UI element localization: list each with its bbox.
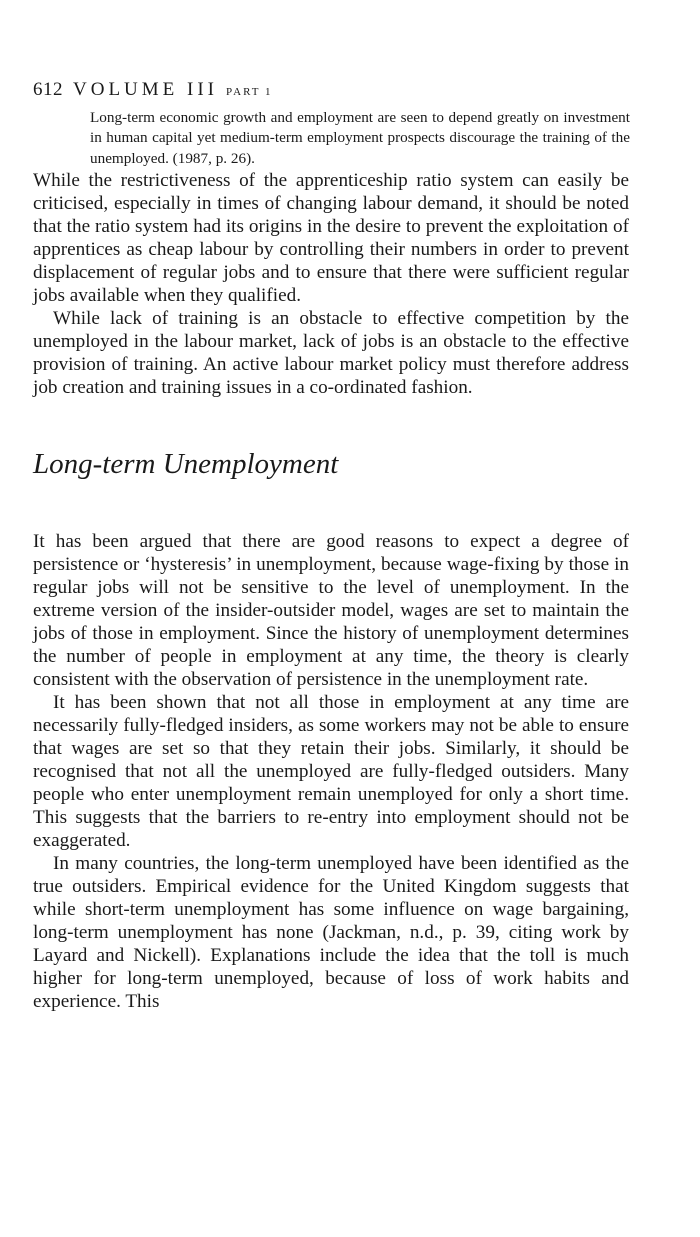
part-label: PART 1	[226, 86, 273, 98]
book-page	[33, 72, 629, 1013]
volume-label: VOLUME III	[73, 79, 219, 100]
section-heading: Long-term Unemployment	[33, 447, 339, 480]
block-quote: Long-term economic growth and employment are seen to depend greatly on investment in human capital yet medium-term employment prospects discourage the training of the unemployed. (1987, p. 26).	[90, 109, 630, 167]
paragraph-training-obstacle: While lack of training is an obstacle to effective competition by the unemployed in the labour market, lack of jobs is an obstacle to the effective provision of training. An active labour market policy must therefore address job creation and training issues in a co-ordinated fashion.	[33, 307, 629, 398]
paragraph-hysteresis: It has been argued that there are good reasons to expect a degree of persistence or ‘hysteresis’ in unemployment, because wage-fixing by those in regular jobs will not be sensitive to the level of unemployment. In the extreme version of the insider-outsider model, wages are set to maintain the jobs of those in employment. Since the history of unemployment determines the number of people in employment at any time, the theory is clearly consistent with the observation of persistence in the unemployment rate.	[33, 530, 629, 690]
paragraph-insiders: It has been shown that not all those in employment at any time are necessarily fully-fledged insiders, as some workers may not be able to ensure that wages are set so that they retain their jobs. Similarly, it should be recognised that not all the unemployed are fully-fledged outsiders. Many people who enter unemployment remain unemployed for only a short time. This suggests that the barriers to re-entry into employment should not be exaggerated.	[33, 691, 629, 851]
page-number: 612	[33, 79, 63, 100]
paragraph-apprenticeship-ratio: While the restrictiveness of the apprenticeship ratio system can easily be criticised, especially in times of changing labour demand, it should be noted that the ratio system had its origins in the desire to prevent the exploitation of apprentices as cheap labour by controlling their numbers in order to prevent displacement of regular jobs and to ensure that there were sufficient regular jobs available when they qualified.	[33, 169, 629, 306]
running-head	[33, 72, 629, 108]
paragraph-long-term-outsiders: In many countries, the long-term unemployed have been identified as the true outsiders. Empirical evidence for the United Kingdom suggests that while short-term unemployment has some influence on wage bargaining, long-term unemployment has none (Jackman, n.d., p. 39, citing work by Layard and Nickell). Explanations include the idea that the toll is much higher for long-term unemployed, because of loss of work habits and experience. This	[33, 852, 629, 1012]
